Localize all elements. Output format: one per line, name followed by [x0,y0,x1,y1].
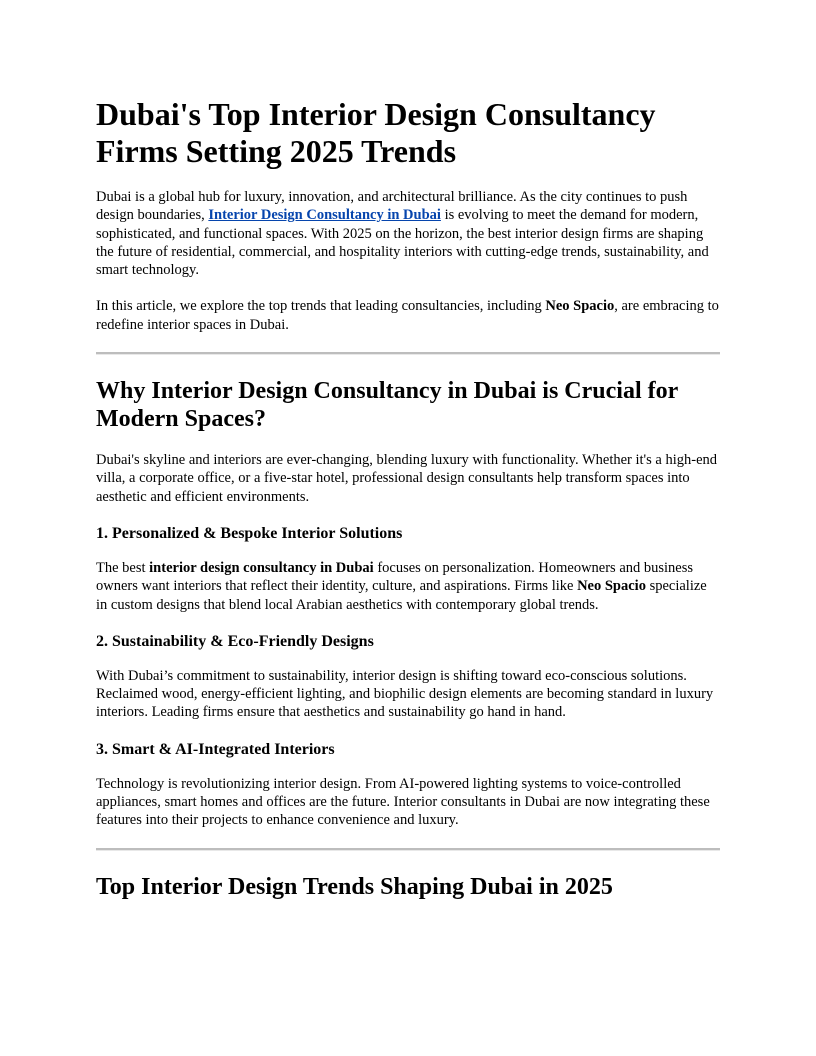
subsection-paragraph [96,559,720,614]
body-text: The best [96,559,150,576]
page-title: Dubai's Top Interior Design Consultancy Firms Setting 2025 Trends [96,96,656,169]
intro-text: In this article, we explore the top trends that leading consultancies, including [96,298,546,315]
section-heading: Top Interior Design Trends Shaping Dubai in 2025 [96,873,613,900]
subsection-heading: 2. Sustainability & Eco-Friendly Designs [96,632,374,650]
intro-paragraph-2 [96,297,720,334]
section-paragraph: Dubai's skyline and interiors are ever-changing, blending luxury with functionality. Whether it's a high-end villa, a corporate office, or a five-star hotel, professional design consultants help transform spaces into aesthetic and efficient environments. [96,452,718,505]
subsection-heading: 3. Smart & AI-Integrated Interiors [96,740,335,758]
bold-keyword: interior design consultancy in Dubai [149,559,374,576]
brand-name: Neo Spacio [545,298,615,315]
body-text: focuses on personalization. Homeowners and business owners want interiors that reflect their identity, culture, and aspirations. Firms like [96,559,694,595]
subsection-paragraph: Technology is revolutionizing interior design. From AI-powered lighting systems to voice-controlled appliances, smart homes and offices are the future. Interior consultants in Dubai are now integrating these features into their projects to enhance convenience and luxury. [96,775,710,829]
article [96,96,720,919]
subsection-heading: 1. Personalized & Bespoke Interior Solutions [96,524,403,542]
interior-design-consultancy-link[interactable]: Interior Design Consultancy in Dubai [208,207,441,224]
divider [96,848,720,851]
intro-text: is evolving to meet the demand for modern, sophisticated, and functional spaces. With 2025 on the horizon, the best interior design firms are shaping the future of residential, commercial, and hospitality interiors with cutting-edge trends, sustainability, and smart technology. [96,207,709,279]
subsection-paragraph: With Dubai’s commitment to sustainability, interior design is shifting toward eco-conscious solutions. Reclaimed wood, energy-efficient lighting, and biophilic design elements are becoming standard in luxury interiors. Leading firms ensure that aesthetics and sustainability go hand in hand. [96,667,714,721]
divider [96,352,720,355]
brand-name: Neo Spacio [577,578,646,595]
intro-text: Dubai is a global hub for luxury, innovation, and architectural brilliance. As the city continues to push design boundaries, [96,189,688,224]
intro-text: , are embracing to redefine interior spaces in Dubai. [96,298,719,333]
intro-paragraph-1 [96,188,720,279]
body-text: specialize in custom designs that blend local Arabian aesthetics with contemporary global trends. [96,578,707,613]
section-heading: Why Interior Design Consultancy in Dubai is Crucial for Modern Spaces? [96,378,678,433]
